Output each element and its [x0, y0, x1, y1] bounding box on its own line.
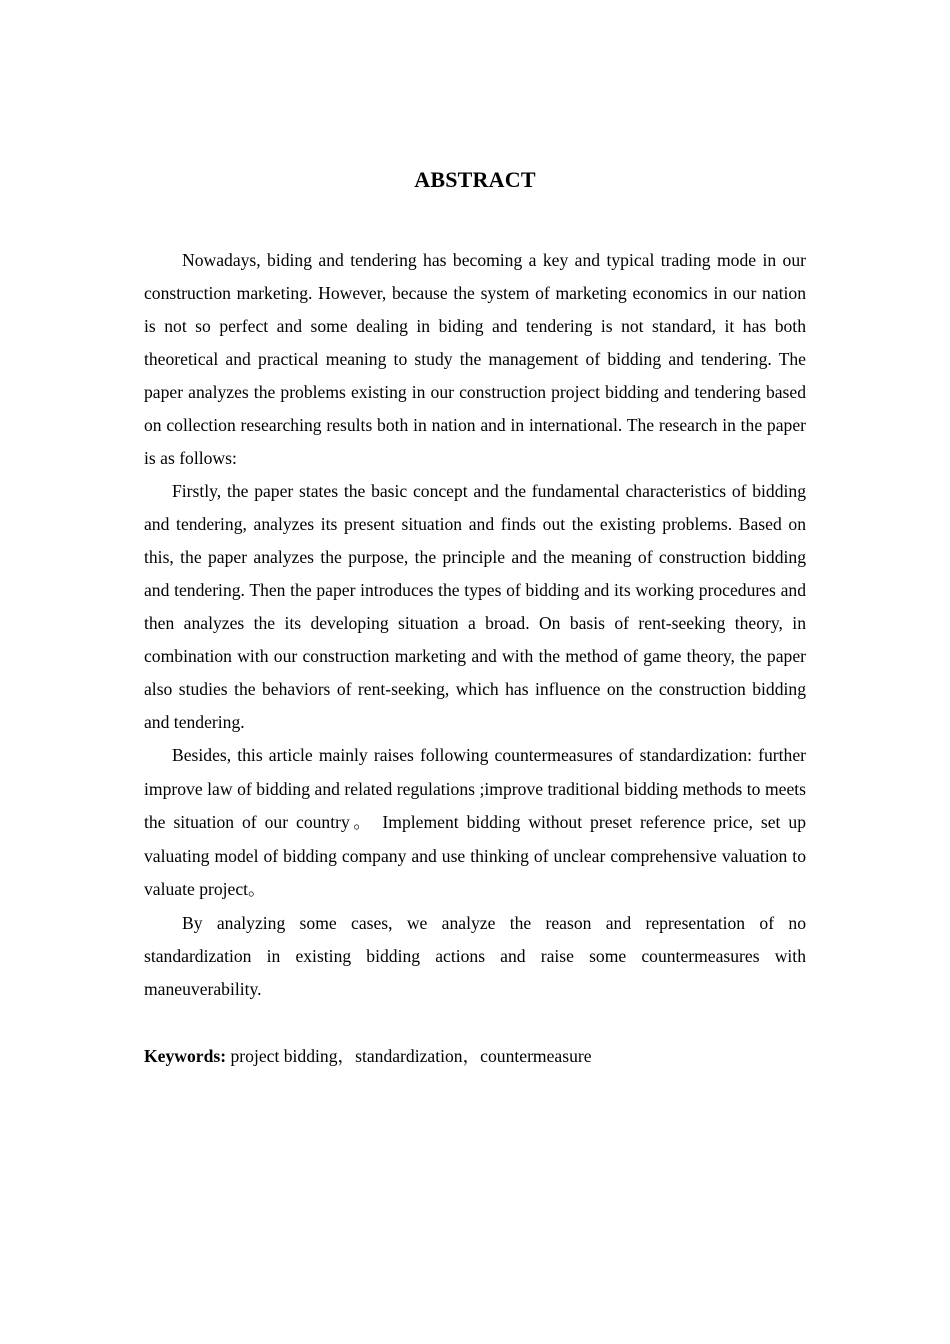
abstract-body — [144, 244, 806, 1006]
abstract-paragraph-4: By analyzing some cases, we analyze the reason and representation of no standardization in existing bidding actions and raise some countermeasures with maneuverability. — [144, 912, 806, 999]
abstract-paragraph-1: Nowadays, biding and tendering has becoming a key and typical trading mode in our construction marketing. However, because the system of marketing economics in our nation is not so perfect and some dealing in biding and tendering is not standard, it has both theoretical and practical meaning to study the management of bidding and tendering. The paper analyzes the problems existing in our construction project bidding and tendering based on collection researching results both in nation and in international. The research in the paper is as follows: — [144, 250, 806, 468]
keywords-line — [144, 1042, 806, 1070]
keywords-label: Keywords: — [144, 1046, 227, 1066]
abstract-paragraph-2: Firstly, the paper states the basic concept and the fundamental characteristics of bidding and tendering, analyzes its present situation and finds out the existing problems. Based on this, the paper analyzes the purpose, the principle and the meaning of construction bidding and tendering. Then the paper introduces the types of bidding and its working procedures and then analyzes the its developing situation a broad. On basis of rent-seeking theory, in combination with our construction marketing and with the method of game theory, the paper also studies the behaviors of rent-seeking, which has influence on the construction bidding and tendering. — [144, 481, 806, 732]
keywords-text: project bidding，standardization，countermeasure — [230, 1046, 592, 1066]
abstract-title: ABSTRACT — [414, 167, 536, 192]
abstract-paragraph-3: Besides, this article mainly raises following countermeasures of standardization: further improve law of bidding and related regulations ;improve traditional bidding methods to meets the situation of our country。 Implement bidding without preset reference price, set up valuating model of bidding company and use thinking of unclear comprehensive valuation to valuate project。 — [144, 745, 806, 899]
